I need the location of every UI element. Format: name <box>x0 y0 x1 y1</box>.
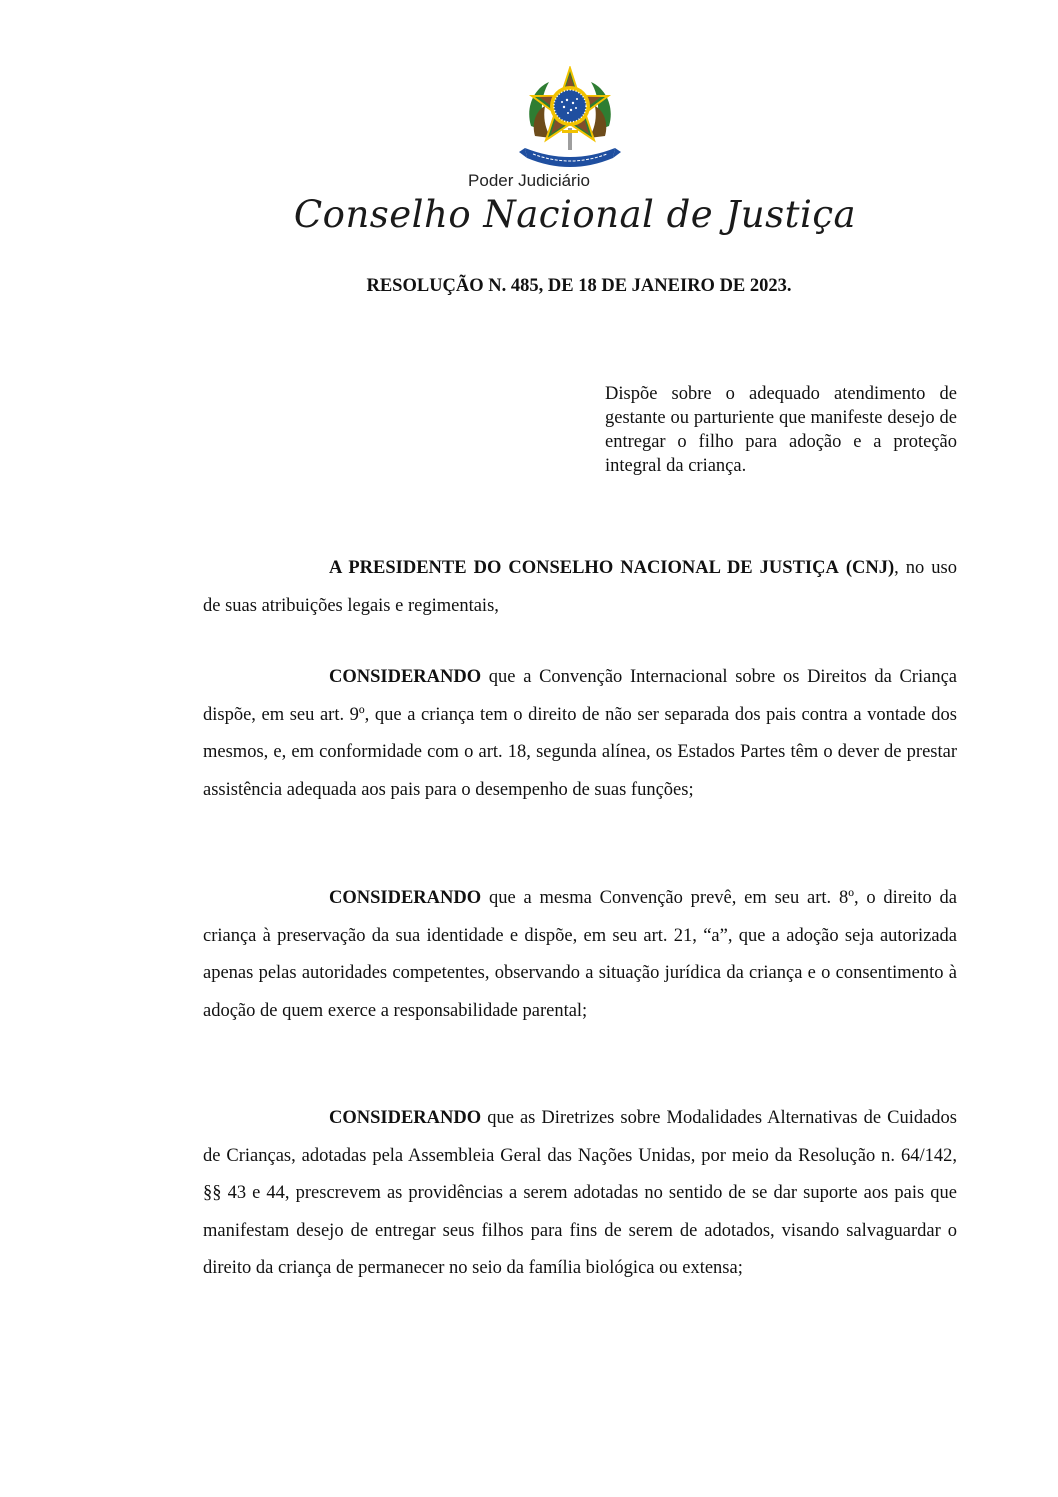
considerando-lead: CONSIDERANDO <box>329 667 482 687</box>
considerando-text: que a mesma Convenção prevê, em seu art. 8º, o direito da criança à preservação da sua identidade e dispõe, em seu art. 21, “a”, que a adoção seja autorizada apenas pelas autoridades competentes, observando a situação jurídica da criança e o consentimento à adoção de quem exerce a responsabilidade parental; <box>203 888 957 1021</box>
ementa: Dispõe sobre o adequado atendimento de gestante ou parturiente que manifeste desejo de entregar o filho para adoção e a proteção integral da criança. <box>605 384 957 476</box>
considerando-text: que as Diretrizes sobre Modalidades Alternativas de Cuidados de Crianças, adotadas pela Assembleia Geral das Nações Unidas, por meio da Resolução n. 64/142, §§ 43 e 44, prescrevem as providências a serem adotadas no sentido de se dar suporte aos pais que manifestam desejo de entregar seus filhos para fins de serem de adotados, visando salvaguardar o direito da criança de permanecer no seio da família biológica ou extensa; <box>203 1108 957 1278</box>
considerando-1 <box>203 659 957 809</box>
considerando-2 <box>203 880 957 1030</box>
considerando-3 <box>203 1100 957 1288</box>
considerando-lead: CONSIDERANDO <box>329 1108 482 1128</box>
org-name: Poder Judiciário <box>468 171 590 190</box>
preamble <box>203 550 957 625</box>
preamble-authority: A PRESIDENTE DO CONSELHO NACIONAL DE JUSTIÇA <box>329 558 839 578</box>
preamble-acronym: (CNJ) <box>845 558 895 578</box>
considerando-text: que a Convenção Internacional sobre os Direitos da Criança dispõe, em seu art. 9º, que a criança tem o direito de não ser separada dos pais contra a vontade dos mesmos, e, em conformidade com o art. 18, segunda alínea, os Estados Partes têm o dever de prestar assistência adequada aos pais para o desempenho de suas funções; <box>203 667 957 800</box>
considerando-lead: CONSIDERANDO <box>329 888 482 908</box>
brazil-coat-of-arms-icon <box>517 66 623 170</box>
resolution-title: RESOLUÇÃO N. 485, DE 18 DE JANEIRO DE 2023. <box>366 276 792 296</box>
council-name: Conselho Nacional de Justiça <box>293 193 857 236</box>
preamble-text: , no uso de suas atribuições legais e regimentais, <box>203 558 957 616</box>
